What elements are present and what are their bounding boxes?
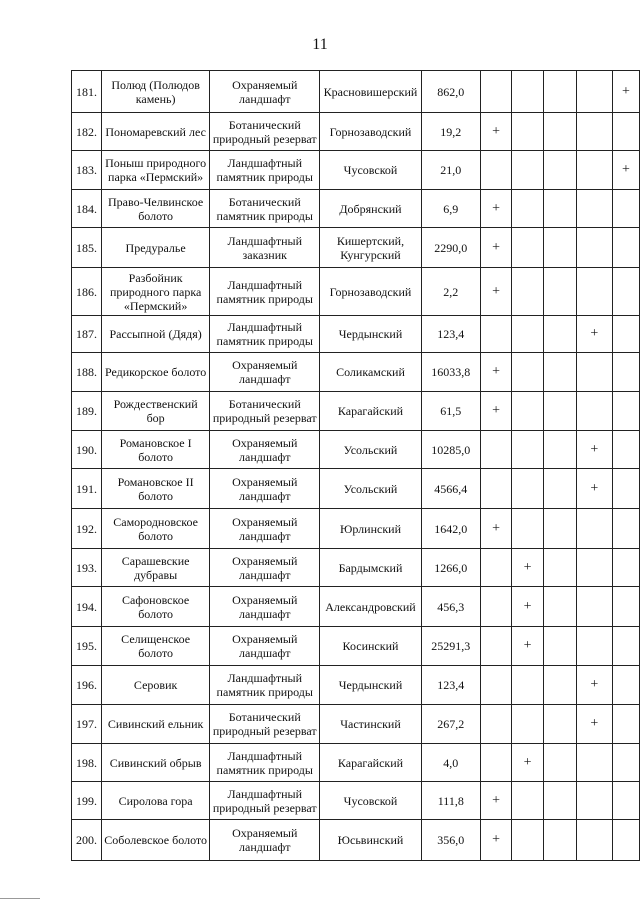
mark-cell-5 <box>612 509 639 549</box>
mark-cell-1: + <box>480 268 512 316</box>
object-category: Охраняемый ландшафт <box>210 820 320 861</box>
area-value: 356,0 <box>421 820 480 861</box>
row-number: 200. <box>72 820 102 861</box>
mark-cell-4 <box>576 782 612 820</box>
table-row <box>72 353 640 392</box>
district-name: Карагайский <box>320 744 422 782</box>
mark-cell-4: + <box>576 431 612 469</box>
bottom-edge-line <box>0 898 40 899</box>
mark-cell-4 <box>576 627 612 666</box>
mark-cell-1 <box>480 71 512 113</box>
table-row <box>72 666 640 705</box>
mark-cell-1 <box>480 705 512 744</box>
area-value: 21,0 <box>421 151 480 190</box>
row-number: 185. <box>72 228 102 268</box>
mark-cell-2 <box>512 190 544 228</box>
row-number: 190. <box>72 431 102 469</box>
area-value: 1642,0 <box>421 509 480 549</box>
object-name: Предуралье <box>101 228 210 268</box>
area-value: 2290,0 <box>421 228 480 268</box>
mark-cell-4 <box>576 820 612 861</box>
row-number: 193. <box>72 549 102 587</box>
row-number: 194. <box>72 587 102 627</box>
mark-cell-3 <box>543 353 576 392</box>
mark-cell-2 <box>512 268 544 316</box>
row-number: 186. <box>72 268 102 316</box>
object-category: Охраняемый ландшафт <box>210 587 320 627</box>
table-row <box>72 705 640 744</box>
object-name: Сарашевские дубравы <box>101 549 210 587</box>
mark-cell-2 <box>512 151 544 190</box>
mark-cell-4 <box>576 71 612 113</box>
table-row <box>72 509 640 549</box>
district-name: Чусовской <box>320 782 422 820</box>
mark-cell-5 <box>612 392 639 431</box>
object-name: Серовик <box>101 666 210 705</box>
object-category: Ботанический памятник природы <box>210 190 320 228</box>
object-category: Ландшафтный памятник природы <box>210 151 320 190</box>
table-row <box>72 190 640 228</box>
object-category: Ландшафтный памятник природы <box>210 666 320 705</box>
area-value: 4,0 <box>421 744 480 782</box>
mark-cell-1 <box>480 587 512 627</box>
mark-cell-4 <box>576 190 612 228</box>
table-row <box>72 113 640 151</box>
mark-cell-1: + <box>480 782 512 820</box>
mark-cell-5 <box>612 627 639 666</box>
row-number: 196. <box>72 666 102 705</box>
mark-cell-3 <box>543 190 576 228</box>
row-number: 187. <box>72 316 102 353</box>
object-name: Поныш природного парка «Пермский» <box>101 151 210 190</box>
mark-cell-2 <box>512 705 544 744</box>
row-number: 183. <box>72 151 102 190</box>
object-name: Полюд (Полюдов камень) <box>101 71 210 113</box>
mark-cell-4 <box>576 228 612 268</box>
mark-cell-2: + <box>512 549 544 587</box>
area-value: 6,9 <box>421 190 480 228</box>
page-number: 11 <box>312 36 328 53</box>
row-number: 199. <box>72 782 102 820</box>
object-category: Охраняемый ландшафт <box>210 549 320 587</box>
mark-cell-3 <box>543 113 576 151</box>
area-value: 123,4 <box>421 316 480 353</box>
row-number: 181. <box>72 71 102 113</box>
row-number: 192. <box>72 509 102 549</box>
object-category: Охраняемый ландшафт <box>210 627 320 666</box>
mark-cell-1 <box>480 316 512 353</box>
mark-cell-2 <box>512 71 544 113</box>
object-name: Самородновское болото <box>101 509 210 549</box>
mark-cell-3 <box>543 431 576 469</box>
mark-cell-3 <box>543 469 576 509</box>
mark-cell-2 <box>512 666 544 705</box>
row-number: 195. <box>72 627 102 666</box>
mark-cell-5 <box>612 549 639 587</box>
protected-areas-table <box>71 70 640 861</box>
mark-cell-3 <box>543 151 576 190</box>
mark-cell-1: + <box>480 190 512 228</box>
area-value: 1266,0 <box>421 549 480 587</box>
row-number: 188. <box>72 353 102 392</box>
table-row <box>72 392 640 431</box>
mark-cell-4: + <box>576 666 612 705</box>
row-number: 189. <box>72 392 102 431</box>
district-name: Красновишерский <box>320 71 422 113</box>
mark-cell-3 <box>543 509 576 549</box>
mark-cell-3 <box>543 316 576 353</box>
mark-cell-5 <box>612 268 639 316</box>
mark-cell-1 <box>480 151 512 190</box>
mark-cell-1 <box>480 431 512 469</box>
mark-cell-3 <box>543 744 576 782</box>
object-name: Пономаревский лес <box>101 113 210 151</box>
mark-cell-2 <box>512 820 544 861</box>
mark-cell-2 <box>512 113 544 151</box>
area-value: 19,2 <box>421 113 480 151</box>
object-category: Охраняемый ландшафт <box>210 431 320 469</box>
mark-cell-4 <box>576 353 612 392</box>
area-value: 123,4 <box>421 666 480 705</box>
mark-cell-5 <box>612 705 639 744</box>
object-name: Сафоновское болото <box>101 587 210 627</box>
object-category: Ландшафтный памятник природы <box>210 316 320 353</box>
district-name: Александровский <box>320 587 422 627</box>
table-body <box>72 71 640 861</box>
mark-cell-5 <box>612 113 639 151</box>
object-name: Рассыпной (Дядя) <box>101 316 210 353</box>
object-category: Ботанический природный резерват <box>210 705 320 744</box>
area-value: 16033,8 <box>421 353 480 392</box>
district-name: Юсьвинский <box>320 820 422 861</box>
mark-cell-5 <box>612 228 639 268</box>
mark-cell-4 <box>576 151 612 190</box>
mark-cell-3 <box>543 666 576 705</box>
mark-cell-3 <box>543 549 576 587</box>
mark-cell-4 <box>576 392 612 431</box>
district-name: Частинский <box>320 705 422 744</box>
mark-cell-3 <box>543 705 576 744</box>
district-name: Усольский <box>320 431 422 469</box>
table-row <box>72 228 640 268</box>
object-category: Ботанический природный резерват <box>210 392 320 431</box>
area-value: 10285,0 <box>421 431 480 469</box>
table-row <box>72 549 640 587</box>
mark-cell-4 <box>576 268 612 316</box>
mark-cell-3 <box>543 782 576 820</box>
row-number: 191. <box>72 469 102 509</box>
table-row <box>72 268 640 316</box>
mark-cell-4: + <box>576 316 612 353</box>
mark-cell-5 <box>612 744 639 782</box>
object-name: Сиролова гора <box>101 782 210 820</box>
mark-cell-5 <box>612 820 639 861</box>
district-name: Горнозаводский <box>320 113 422 151</box>
mark-cell-5 <box>612 782 639 820</box>
object-name: Редикорское болото <box>101 353 210 392</box>
mark-cell-2: + <box>512 587 544 627</box>
mark-cell-3 <box>543 71 576 113</box>
row-number: 182. <box>72 113 102 151</box>
object-category: Ландшафтный заказник <box>210 228 320 268</box>
mark-cell-5 <box>612 431 639 469</box>
mark-cell-4 <box>576 744 612 782</box>
mark-cell-3 <box>543 268 576 316</box>
mark-cell-2 <box>512 509 544 549</box>
mark-cell-5 <box>612 190 639 228</box>
area-value: 4566,4 <box>421 469 480 509</box>
mark-cell-4 <box>576 587 612 627</box>
object-category: Охраняемый ландшафт <box>210 71 320 113</box>
area-value: 862,0 <box>421 71 480 113</box>
mark-cell-5 <box>612 587 639 627</box>
row-number: 184. <box>72 190 102 228</box>
row-number: 198. <box>72 744 102 782</box>
area-value: 111,8 <box>421 782 480 820</box>
object-name: Романовское I болото <box>101 431 210 469</box>
mark-cell-2 <box>512 469 544 509</box>
mark-cell-2 <box>512 431 544 469</box>
mark-cell-4: + <box>576 705 612 744</box>
mark-cell-5 <box>612 469 639 509</box>
mark-cell-5 <box>612 666 639 705</box>
table-row <box>72 469 640 509</box>
area-value: 61,5 <box>421 392 480 431</box>
object-name: Сивинский обрыв <box>101 744 210 782</box>
district-name: Добрянский <box>320 190 422 228</box>
mark-cell-5: + <box>612 151 639 190</box>
district-name: Юрлинский <box>320 509 422 549</box>
table-row <box>72 431 640 469</box>
object-name: Право-Челвинское болото <box>101 190 210 228</box>
mark-cell-3 <box>543 392 576 431</box>
object-category: Ландшафтный памятник природы <box>210 268 320 316</box>
table-row <box>72 744 640 782</box>
mark-cell-2 <box>512 392 544 431</box>
mark-cell-1: + <box>480 228 512 268</box>
district-name: Бардымский <box>320 549 422 587</box>
object-name: Рождественский бор <box>101 392 210 431</box>
object-name: Селищенское болото <box>101 627 210 666</box>
area-value: 25291,3 <box>421 627 480 666</box>
district-name: Кишертский, Кунгурский <box>320 228 422 268</box>
district-name: Чердынский <box>320 316 422 353</box>
district-name: Карагайский <box>320 392 422 431</box>
mark-cell-1: + <box>480 113 512 151</box>
mark-cell-2 <box>512 353 544 392</box>
area-value: 2,2 <box>421 268 480 316</box>
district-name: Чердынский <box>320 666 422 705</box>
mark-cell-2 <box>512 228 544 268</box>
district-name: Усольский <box>320 469 422 509</box>
area-value: 456,3 <box>421 587 480 627</box>
mark-cell-1: + <box>480 820 512 861</box>
object-name: Разбойник природного парка «Пермский» <box>101 268 210 316</box>
mark-cell-1: + <box>480 392 512 431</box>
table-row <box>72 587 640 627</box>
mark-cell-4: + <box>576 469 612 509</box>
mark-cell-1: + <box>480 509 512 549</box>
district-name: Косинский <box>320 627 422 666</box>
mark-cell-5 <box>612 316 639 353</box>
mark-cell-3 <box>543 820 576 861</box>
table-row <box>72 316 640 353</box>
area-value: 267,2 <box>421 705 480 744</box>
object-category: Ландшафтный памятник природы <box>210 744 320 782</box>
object-category: Охраняемый ландшафт <box>210 353 320 392</box>
object-category: Ботанический природный резерват <box>210 113 320 151</box>
row-number: 197. <box>72 705 102 744</box>
mark-cell-1 <box>480 666 512 705</box>
district-name: Горнозаводский <box>320 268 422 316</box>
table-row <box>72 71 640 113</box>
mark-cell-4 <box>576 509 612 549</box>
object-name: Соболевское болото <box>101 820 210 861</box>
table-row <box>72 782 640 820</box>
mark-cell-3 <box>543 627 576 666</box>
mark-cell-2 <box>512 316 544 353</box>
table-row <box>72 627 640 666</box>
object-name: Сивинский ельник <box>101 705 210 744</box>
mark-cell-5: + <box>612 71 639 113</box>
mark-cell-3 <box>543 228 576 268</box>
mark-cell-4 <box>576 113 612 151</box>
mark-cell-3 <box>543 587 576 627</box>
table-row <box>72 820 640 861</box>
object-category: Охраняемый ландшафт <box>210 469 320 509</box>
object-name: Романовское II болото <box>101 469 210 509</box>
mark-cell-1: + <box>480 353 512 392</box>
district-name: Чусовской <box>320 151 422 190</box>
object-category: Ландшафтный природный резерват <box>210 782 320 820</box>
mark-cell-2: + <box>512 627 544 666</box>
mark-cell-4 <box>576 549 612 587</box>
object-category: Охраняемый ландшафт <box>210 509 320 549</box>
mark-cell-1 <box>480 744 512 782</box>
district-name: Соликамский <box>320 353 422 392</box>
mark-cell-1 <box>480 549 512 587</box>
mark-cell-2 <box>512 782 544 820</box>
mark-cell-5 <box>612 353 639 392</box>
mark-cell-2: + <box>512 744 544 782</box>
table-row <box>72 151 640 190</box>
mark-cell-1 <box>480 627 512 666</box>
mark-cell-1 <box>480 469 512 509</box>
